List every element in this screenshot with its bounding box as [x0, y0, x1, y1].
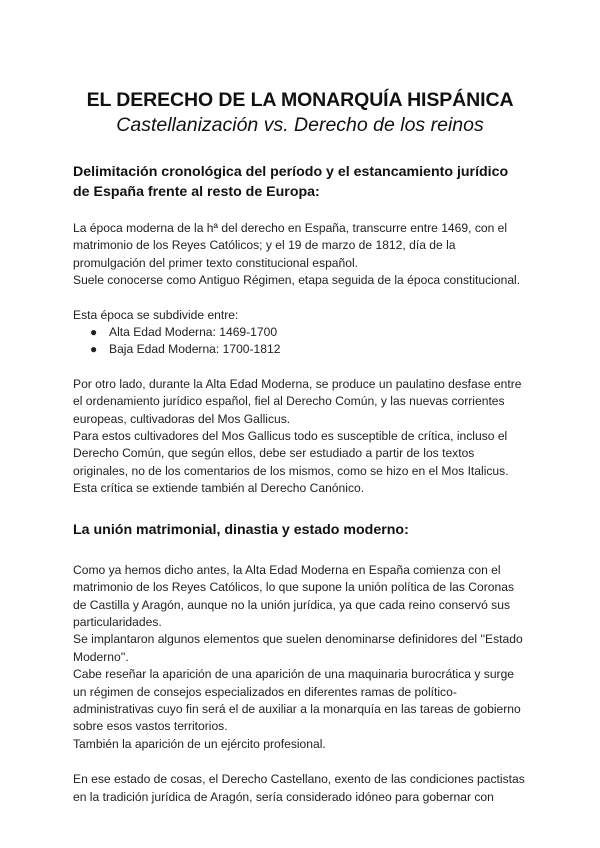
section-cronologia-block-1: [73, 220, 527, 290]
period-list: [73, 324, 527, 359]
section-cronologia-block-2: [73, 307, 527, 359]
bullet-icon: ●: [90, 342, 98, 357]
list-item-text: Baja Edad Moderna: 1700-1812: [109, 342, 281, 357]
document-subtitle: Castellanización vs. Derecho de los reinos: [116, 114, 484, 136]
section-union-block-1: [73, 562, 527, 753]
section-union-block-2: [73, 771, 527, 806]
paragraph: Para estos cultivadores del Mos Gallicus todo es susceptible de crítica, incluso el Derecho Común, que según ellos, debe ser estudiado a partir de los textos originales, no de los comentarios de los mismos, como se hizo en el Mos Italicus. Esta crítica se extiende también al Derecho Canónico.: [73, 429, 509, 496]
list-item-text: Alta Edad Moderna: 1469-1700: [109, 325, 278, 340]
paragraph: Por otro lado, durante la Alta Edad Moderna, se produce un paulatino desfase entre el ordenamiento jurídico español, fiel al Derecho Común, y las nuevas corrientes europeas, cultivadoras del Mos Gallicus.: [73, 376, 522, 426]
list-item: [90, 324, 527, 341]
list-item: [90, 341, 527, 358]
document-title: EL DERECHO DE LA MONARQUÍA HISPÁNICA: [86, 89, 514, 111]
section-cronologia-block-3: [73, 376, 527, 498]
paragraph: La época moderna de la hª del derecho en España, transcurre entre 1469, con el matrimonio de los Reyes Católicos; y el 19 de marzo de 1812, día de la promulgación del primer texto constitucional español.: [73, 221, 508, 270]
bullet-icon: ●: [90, 325, 98, 340]
list-intro: Esta época se subdivide entre:: [73, 307, 239, 322]
paragraph: Como ya hemos dicho antes, la Alta Edad Moderna en España comienza con el matrimonio de los Reyes Católicos, lo que supone la unión política de las Coronas de Castilla y Aragón, aunque no la unión jurídica, ya que cada reino conservó sus particularidades.: [73, 562, 514, 629]
section-heading-union: La unión matrimonial, dinastia y estado moderno:: [73, 521, 409, 538]
paragraph: También la aparición de un ejército profesional.: [73, 736, 326, 751]
paragraph: Suele conocerse como Antiguo Régimen, etapa seguida de la época constitucional.: [73, 273, 521, 288]
paragraph: Se implantaron algunos elementos que suelen denominarse definidores del ''Estado Moderno''.: [73, 632, 523, 664]
paragraph: Cabe reseñar la aparición de una aparición de una maquinaria burocrática y surge un régimen de consejos especializados en diferentes ramas de político-administrativas cuyo fin será el de auxiliar a la monarquía en las tareas de gobierno sobre esos vastos territorios.: [73, 667, 521, 734]
section-heading-cronologia: Delimitación cronológica del período y el estancamiento jurídico de España frente al resto de Europa:: [73, 164, 509, 200]
paragraph: En ese estado de cosas, el Derecho Castellano, exento de las condiciones pactistas en la tradición jurídica de Aragón, sería considerado idóneo para gobernar con: [73, 772, 525, 804]
